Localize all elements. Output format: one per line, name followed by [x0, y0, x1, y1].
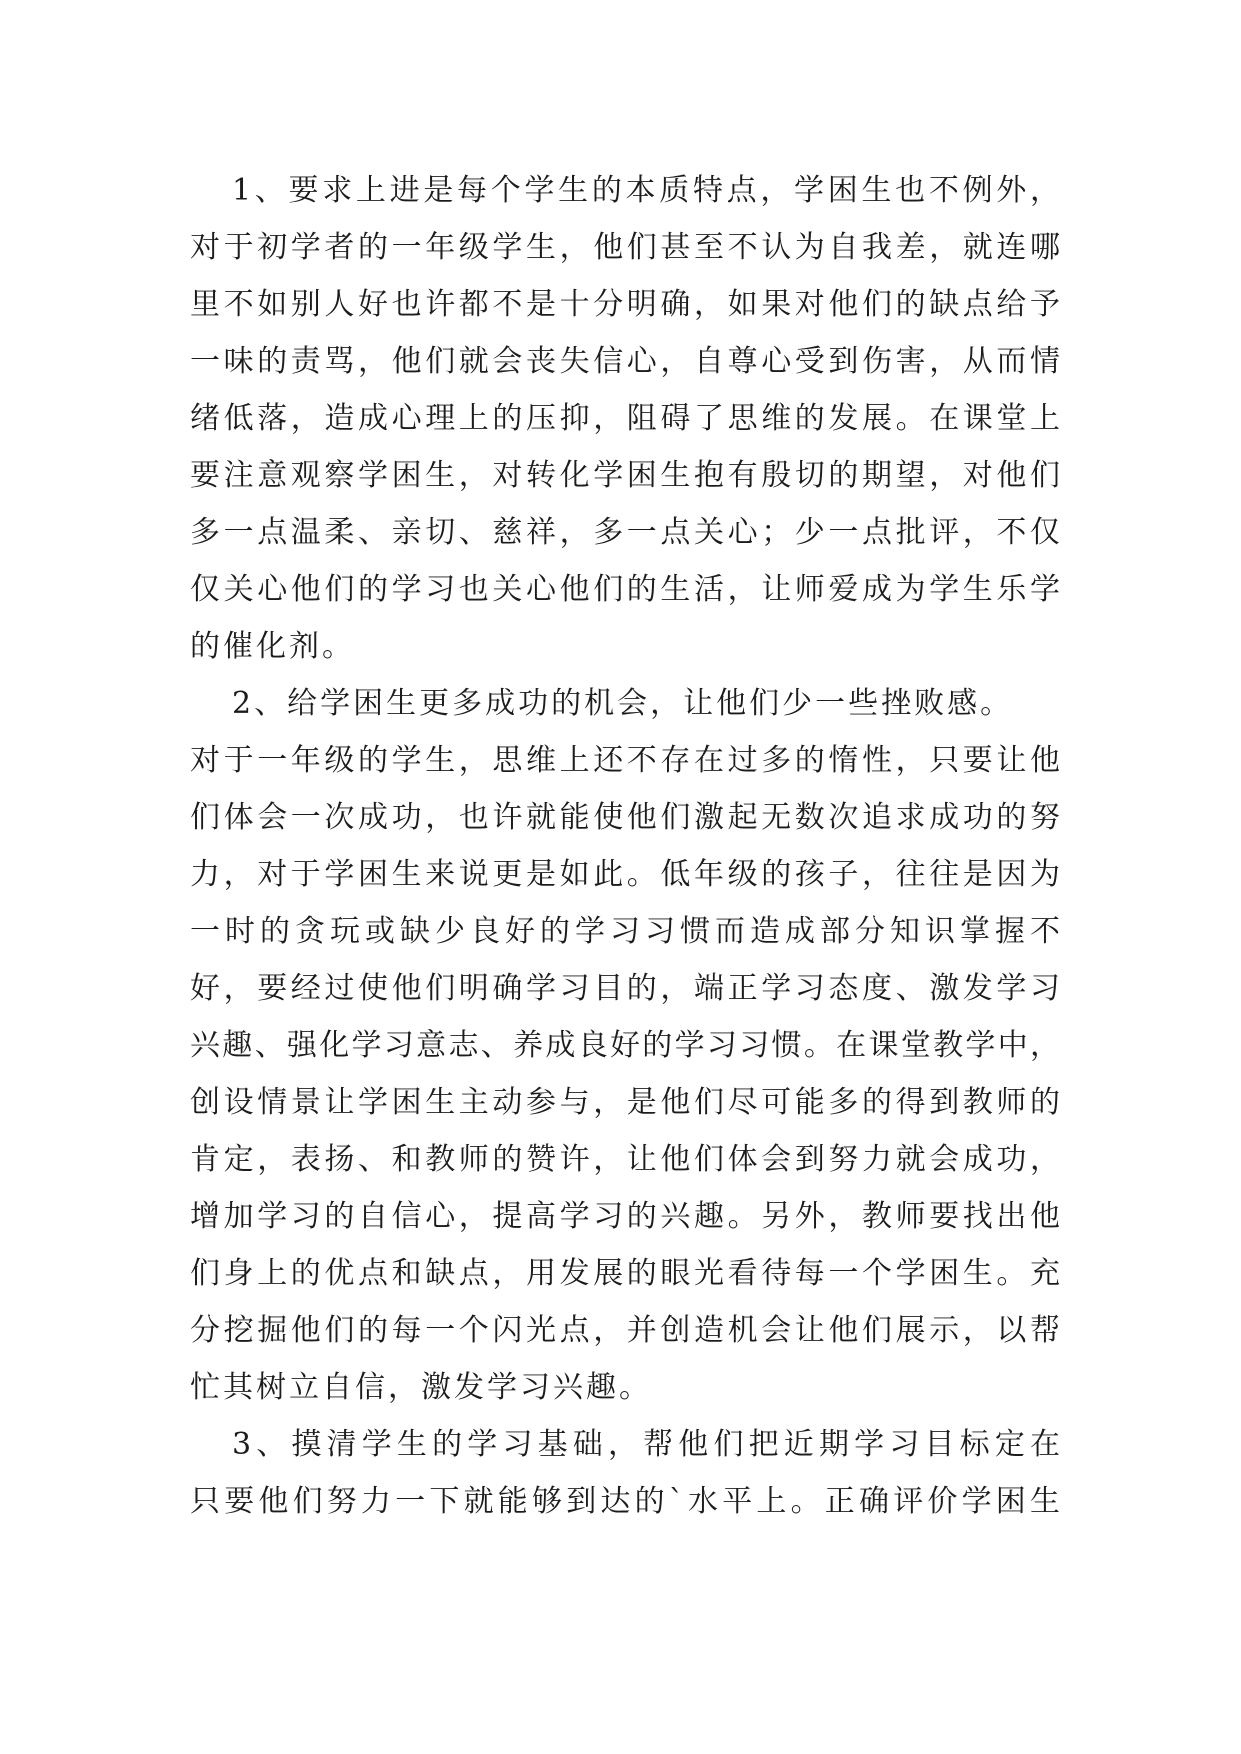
text-line: 里不如别人好也许都不是十分明确，如果对他们的缺点给予 [190, 287, 1060, 322]
paragraph-3 [190, 732, 1060, 1416]
text-line: 增加学习的自信心，提高学习的兴趣。另外，教师要找出他 [190, 1199, 1060, 1234]
text-line: 创设情景让学困生主动参与，是他们尽可能多的得到教师的 [190, 1085, 1060, 1120]
text-line: 一时的贪玩或缺少良好的学习习惯而造成部分知识掌握不 [190, 914, 1060, 949]
text-line: 们体会一次成功，也许就能使他们激起无数次追求成功的努 [190, 800, 1060, 835]
text-line: 2、给学困生更多成功的机会，让他们少一些挫败感。 [232, 686, 1014, 721]
text-line: 的催化剂。 [190, 629, 355, 664]
text-line: 兴趣、强化学习意志、养成良好的学习习惯。在课堂教学中， [190, 1028, 1060, 1063]
paragraph-4 [190, 1416, 1060, 1530]
text-line: 肯定，表扬、和教师的赞许，让他们体会到努力就会成功， [190, 1142, 1060, 1177]
text-line: 一味的责骂，他们就会丧失信心，自尊心受到伤害，从而情 [190, 344, 1060, 379]
text-line: 好，要经过使他们明确学习目的，端正学习态度、激发学习 [190, 971, 1060, 1006]
text-line: 要注意观察学困生，对转化学困生抱有殷切的期望，对他们 [190, 458, 1060, 493]
text-line: 只要他们努力一下就能够到达的`水平上。正确评价学困生 [190, 1484, 1060, 1519]
text-line: 对于一年级的学生，思维上还不存在过多的惰性，只要让他 [190, 743, 1060, 778]
text-line: 们身上的优点和缺点，用发展的眼光看待每一个学困生。充 [190, 1256, 1060, 1291]
text-line: 力，对于学困生来说更是如此。低年级的孩子，往往是因为 [190, 857, 1060, 892]
document-body [190, 162, 1060, 1530]
text-line: 对于初学者的一年级学生，他们甚至不认为自我差，就连哪 [190, 230, 1060, 265]
paragraph-2 [190, 675, 1060, 732]
text-line: 多一点温柔、亲切、慈祥，多一点关心；少一点批评，不仅 [190, 515, 1060, 550]
text-line: 分挖掘他们的每一个闪光点，并创造机会让他们展示，以帮 [190, 1313, 1060, 1348]
paragraph-1 [190, 162, 1060, 675]
text-line: 忙其树立自信，激发学习兴趣。 [190, 1370, 652, 1405]
text-line: 1、要求上进是每个学生的本质特点，学困生也不例外， [232, 173, 1060, 208]
text-line: 仅关心他们的学习也关心他们的生活，让师爱成为学生乐学 [190, 572, 1060, 607]
text-line: 绪低落，造成心理上的压抑，阻碍了思维的发展。在课堂上 [190, 401, 1060, 436]
text-line: 3、摸清学生的学习基础，帮他们把近期学习目标定在 [232, 1427, 1060, 1462]
